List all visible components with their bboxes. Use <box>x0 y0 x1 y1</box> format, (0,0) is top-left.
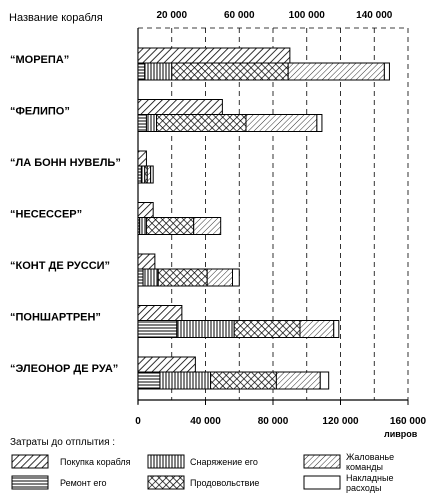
legend-swatch-purchase <box>12 455 48 468</box>
legend <box>12 452 394 493</box>
bar-purchase <box>138 357 195 372</box>
bar-outfit <box>145 63 172 80</box>
bar-provisions <box>158 269 207 286</box>
legend-label-repair: Ремонт его <box>60 478 107 488</box>
bar-group <box>138 48 389 389</box>
legend-label-line: Накладные <box>346 473 394 483</box>
top-tick-label: 140 000 <box>356 10 393 21</box>
legend-label-wages <box>346 452 394 472</box>
bottom-tick-label: 40 000 <box>190 416 221 427</box>
bar-purchase <box>138 48 290 63</box>
bar-provisions <box>172 63 288 80</box>
top-tick-label: 100 000 <box>288 10 325 21</box>
legend-label-line: команды <box>346 462 383 472</box>
legend-label-line: расходы <box>346 483 382 493</box>
grid-lines <box>172 28 408 400</box>
bottom-tick-labels <box>135 400 426 427</box>
legend-swatch-provisions <box>148 476 184 489</box>
ship-name: “МОРЕПА” <box>10 54 70 66</box>
bottom-tick-label: 80 000 <box>257 416 289 427</box>
bar-outfit <box>141 166 144 183</box>
ship-name: “НЕСЕССЕР” <box>10 208 83 221</box>
legend-label-overhead <box>346 473 394 493</box>
bar-provisions <box>211 372 277 389</box>
bar-wages <box>207 269 232 286</box>
bar-purchase <box>138 306 182 321</box>
bar-purchase <box>138 151 146 166</box>
ship-name: “ФЕЛИПО” <box>10 105 70 118</box>
top-tick-label: 60 000 <box>223 10 255 21</box>
ship-name: “ПОНШАРТРЕН” <box>10 311 101 324</box>
legend-label-outfit: Снаряжение его <box>190 457 258 467</box>
bar-wages <box>288 63 384 80</box>
bar-repair <box>138 269 143 286</box>
legend-swatch-wages <box>304 455 340 468</box>
legend-title: Затраты до отплытия : <box>10 437 116 448</box>
bottom-tick-label: 120 000 <box>322 416 359 427</box>
bar-purchase <box>138 100 222 115</box>
bar-repair <box>138 321 177 338</box>
bar-repair <box>138 166 141 183</box>
bar-wages <box>300 321 334 338</box>
ship-name: “ЭЛЕОНОР ДЕ РУА” <box>10 363 119 375</box>
bottom-tick-label: 0 <box>135 416 141 427</box>
bar-overhead <box>384 63 389 80</box>
top-tick-label: 20 000 <box>156 10 188 21</box>
bar-overhead <box>317 115 322 132</box>
bar-repair <box>138 372 160 389</box>
ship-name: “ЛА БОНН НУВЕЛЬ” <box>10 157 121 169</box>
bottom-tick-label: 160 000 <box>389 416 427 427</box>
bar-wages <box>194 218 221 235</box>
bar-overhead <box>151 166 154 183</box>
header-label: Название корабля <box>9 12 103 24</box>
bar-wages <box>147 166 150 183</box>
bar-wages <box>246 115 317 132</box>
bar-outfit <box>140 218 147 235</box>
bar-provisions <box>146 218 193 235</box>
top-tick-labels <box>156 10 392 21</box>
bar-purchase <box>138 254 155 269</box>
bar-outfit <box>146 115 156 132</box>
ship-name: “КОНТ ДЕ РУССИ” <box>10 260 111 272</box>
bar-overhead <box>320 372 328 389</box>
legend-label-purchase: Покупка корабля <box>60 457 131 467</box>
bar-overhead <box>233 269 240 286</box>
ship-name-labels <box>10 54 121 375</box>
bar-wages <box>276 372 320 389</box>
legend-swatch-repair <box>12 476 48 489</box>
bar-repair <box>138 115 146 132</box>
bar-purchase <box>138 203 153 218</box>
bar-outfit <box>143 269 158 286</box>
bar-outfit <box>160 372 211 389</box>
bar-repair <box>138 63 145 80</box>
bar-provisions <box>234 321 300 338</box>
legend-label-line: Жалованье <box>346 452 395 462</box>
bar-overhead <box>334 321 339 338</box>
bar-provisions <box>157 115 246 132</box>
legend-swatch-outfit <box>148 455 184 468</box>
unit-label: ливров <box>384 429 418 439</box>
bar-outfit <box>177 321 234 338</box>
legend-swatch-overhead <box>304 476 340 489</box>
legend-label-provisions: Продовольствие <box>190 478 260 488</box>
